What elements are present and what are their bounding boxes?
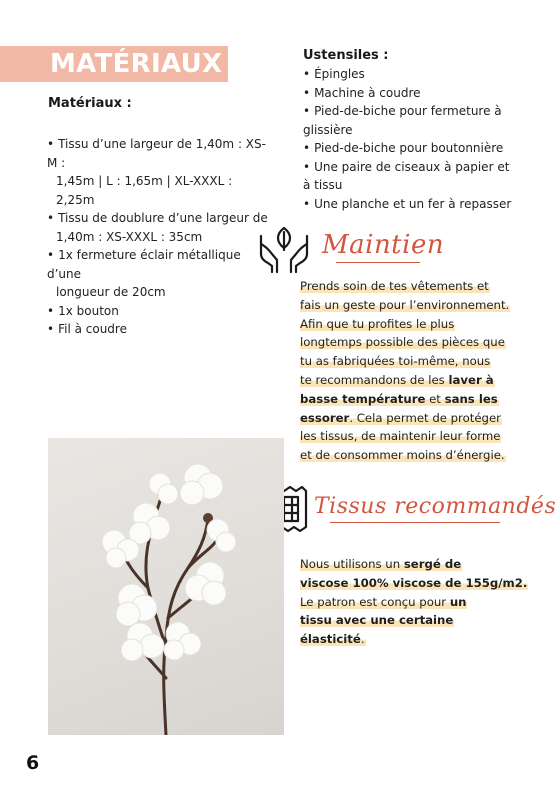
tissus-text: . [360,632,365,647]
ustensiles-item [303,139,528,158]
maintien-emphasis: laver à [448,372,494,387]
tissus-paragraph [300,555,545,649]
materiaux-item [47,135,272,209]
maintien-text: Prends soin de tes vêtements et [300,279,489,293]
tissus-emphasis: viscose 100% viscose de 155g/m2. [300,575,528,590]
ustensiles-item [303,102,528,139]
bullet-icon: • [47,248,55,262]
maintien-text: longtemps possible des pièces que [300,335,505,350]
tissus-emphasis: élasticité [300,632,361,647]
bullet-icon: • [47,303,55,318]
ustensiles-item-text: Une planche et un fer à repasser [314,196,512,211]
materiaux-item-text-cont: 1,40m : XS-XXXL : 35cm [56,229,203,244]
maintien-line [300,427,545,446]
tissus-emphasis: sergé de [403,557,462,571]
maintien-line [300,277,545,296]
maintien-emphasis: sans les [444,391,498,406]
maintien-title: Maintien [322,230,445,260]
tissus-line [300,593,545,612]
maintien-line [300,371,545,390]
tissus-emphasis: tissu avec une certaine [300,613,454,628]
bullet-icon: • [303,67,311,81]
tissus-line [300,574,545,593]
maintien-line [300,446,545,465]
bullet-icon: • [47,137,55,151]
ustensiles-item-text: Pied-de-biche pour fermeture à [314,104,502,118]
ustensiles-item [303,195,528,214]
materiaux-item-text: Tissu d’une largeur de 1,40m : XS-M : [47,137,266,170]
bullet-icon: • [303,85,311,100]
tissus-text: Le patron est conçu pour [300,594,450,609]
tissus-line [300,555,545,574]
materiaux-item-text: Fil à coudre [58,322,127,336]
maintien-text: Afin que tu profites le plus [300,316,455,331]
maintien-line [300,352,545,371]
materiaux-list [47,135,272,339]
materiaux-item-text-cont: 1,45m | L : 1,65m | XL-XXXL : 2,25m [56,174,233,207]
ustensiles-item [303,65,528,84]
maintien-line [300,390,545,409]
materiaux-item-text-cont: longueur de 20cm [56,285,166,299]
tissus-title-underline [330,522,500,523]
ustensiles-item-text-cont: à tissu [303,178,343,192]
maintien-text: . Cela permet de protéger [349,410,501,425]
ustensiles-heading: Ustensiles : [303,48,389,63]
page-title: MATÉRIAUX [50,49,223,79]
ustensiles-item [303,158,528,195]
hands-leaf-icon [258,226,310,274]
bullet-icon: • [303,141,311,155]
maintien-paragraph [300,277,545,465]
materiaux-item [47,320,272,339]
bullet-icon: • [303,104,311,118]
materiaux-heading: Matériaux : [48,96,132,111]
bullet-icon: • [303,159,311,174]
maintien-text: et de consommer moins d’énergie. [300,448,505,463]
maintien-emphasis: essorer [300,410,350,425]
maintien-line [300,315,545,334]
ustensiles-list [303,65,528,213]
ustensiles-item [303,84,528,103]
maintien-text: et [425,391,445,406]
ustensiles-item-text: Une paire de ciseaux à papier et [314,159,510,174]
materiaux-item-text: 1x bouton [58,303,119,318]
tissus-line [300,630,545,649]
materiaux-item [47,209,272,246]
bullet-icon: • [47,211,55,225]
maintien-line [300,333,545,352]
materiaux-item [47,302,272,321]
maintien-text: les tissus, de maintenir leur forme [300,429,501,444]
tissus-text: Nous utilisons un [300,557,404,571]
maintien-title-underline [336,262,420,263]
maintien-text: tu as fabriquées toi-même, nous [300,354,491,369]
tissus-emphasis: un [449,594,467,609]
tissus-title: Tissus recommandés [314,494,557,519]
ustensiles-item-text: Épingles [314,67,365,81]
tissus-line [300,611,545,630]
page-number: 6 [26,752,40,774]
maintien-text: te recommandons de les [300,372,449,387]
materiaux-item-text: Tissu de doublure d’une largeur de [58,211,268,225]
cotton-branch-photo [48,438,284,735]
bullet-icon: • [47,322,55,336]
materiaux-item-text: 1x fermeture éclair métallique d’une [47,248,241,281]
maintien-line [300,296,545,315]
materiaux-item [47,246,272,302]
maintien-line [300,409,545,428]
bullet-icon: • [303,196,311,211]
ustensiles-item-text: Pied-de-biche pour boutonnière [314,141,504,155]
maintien-text: fais un geste pour l’environnement. [300,297,510,312]
ustensiles-item-text: Machine à coudre [314,85,421,100]
ustensiles-item-text-cont: glissière [303,122,353,137]
maintien-emphasis: basse température [300,391,426,406]
